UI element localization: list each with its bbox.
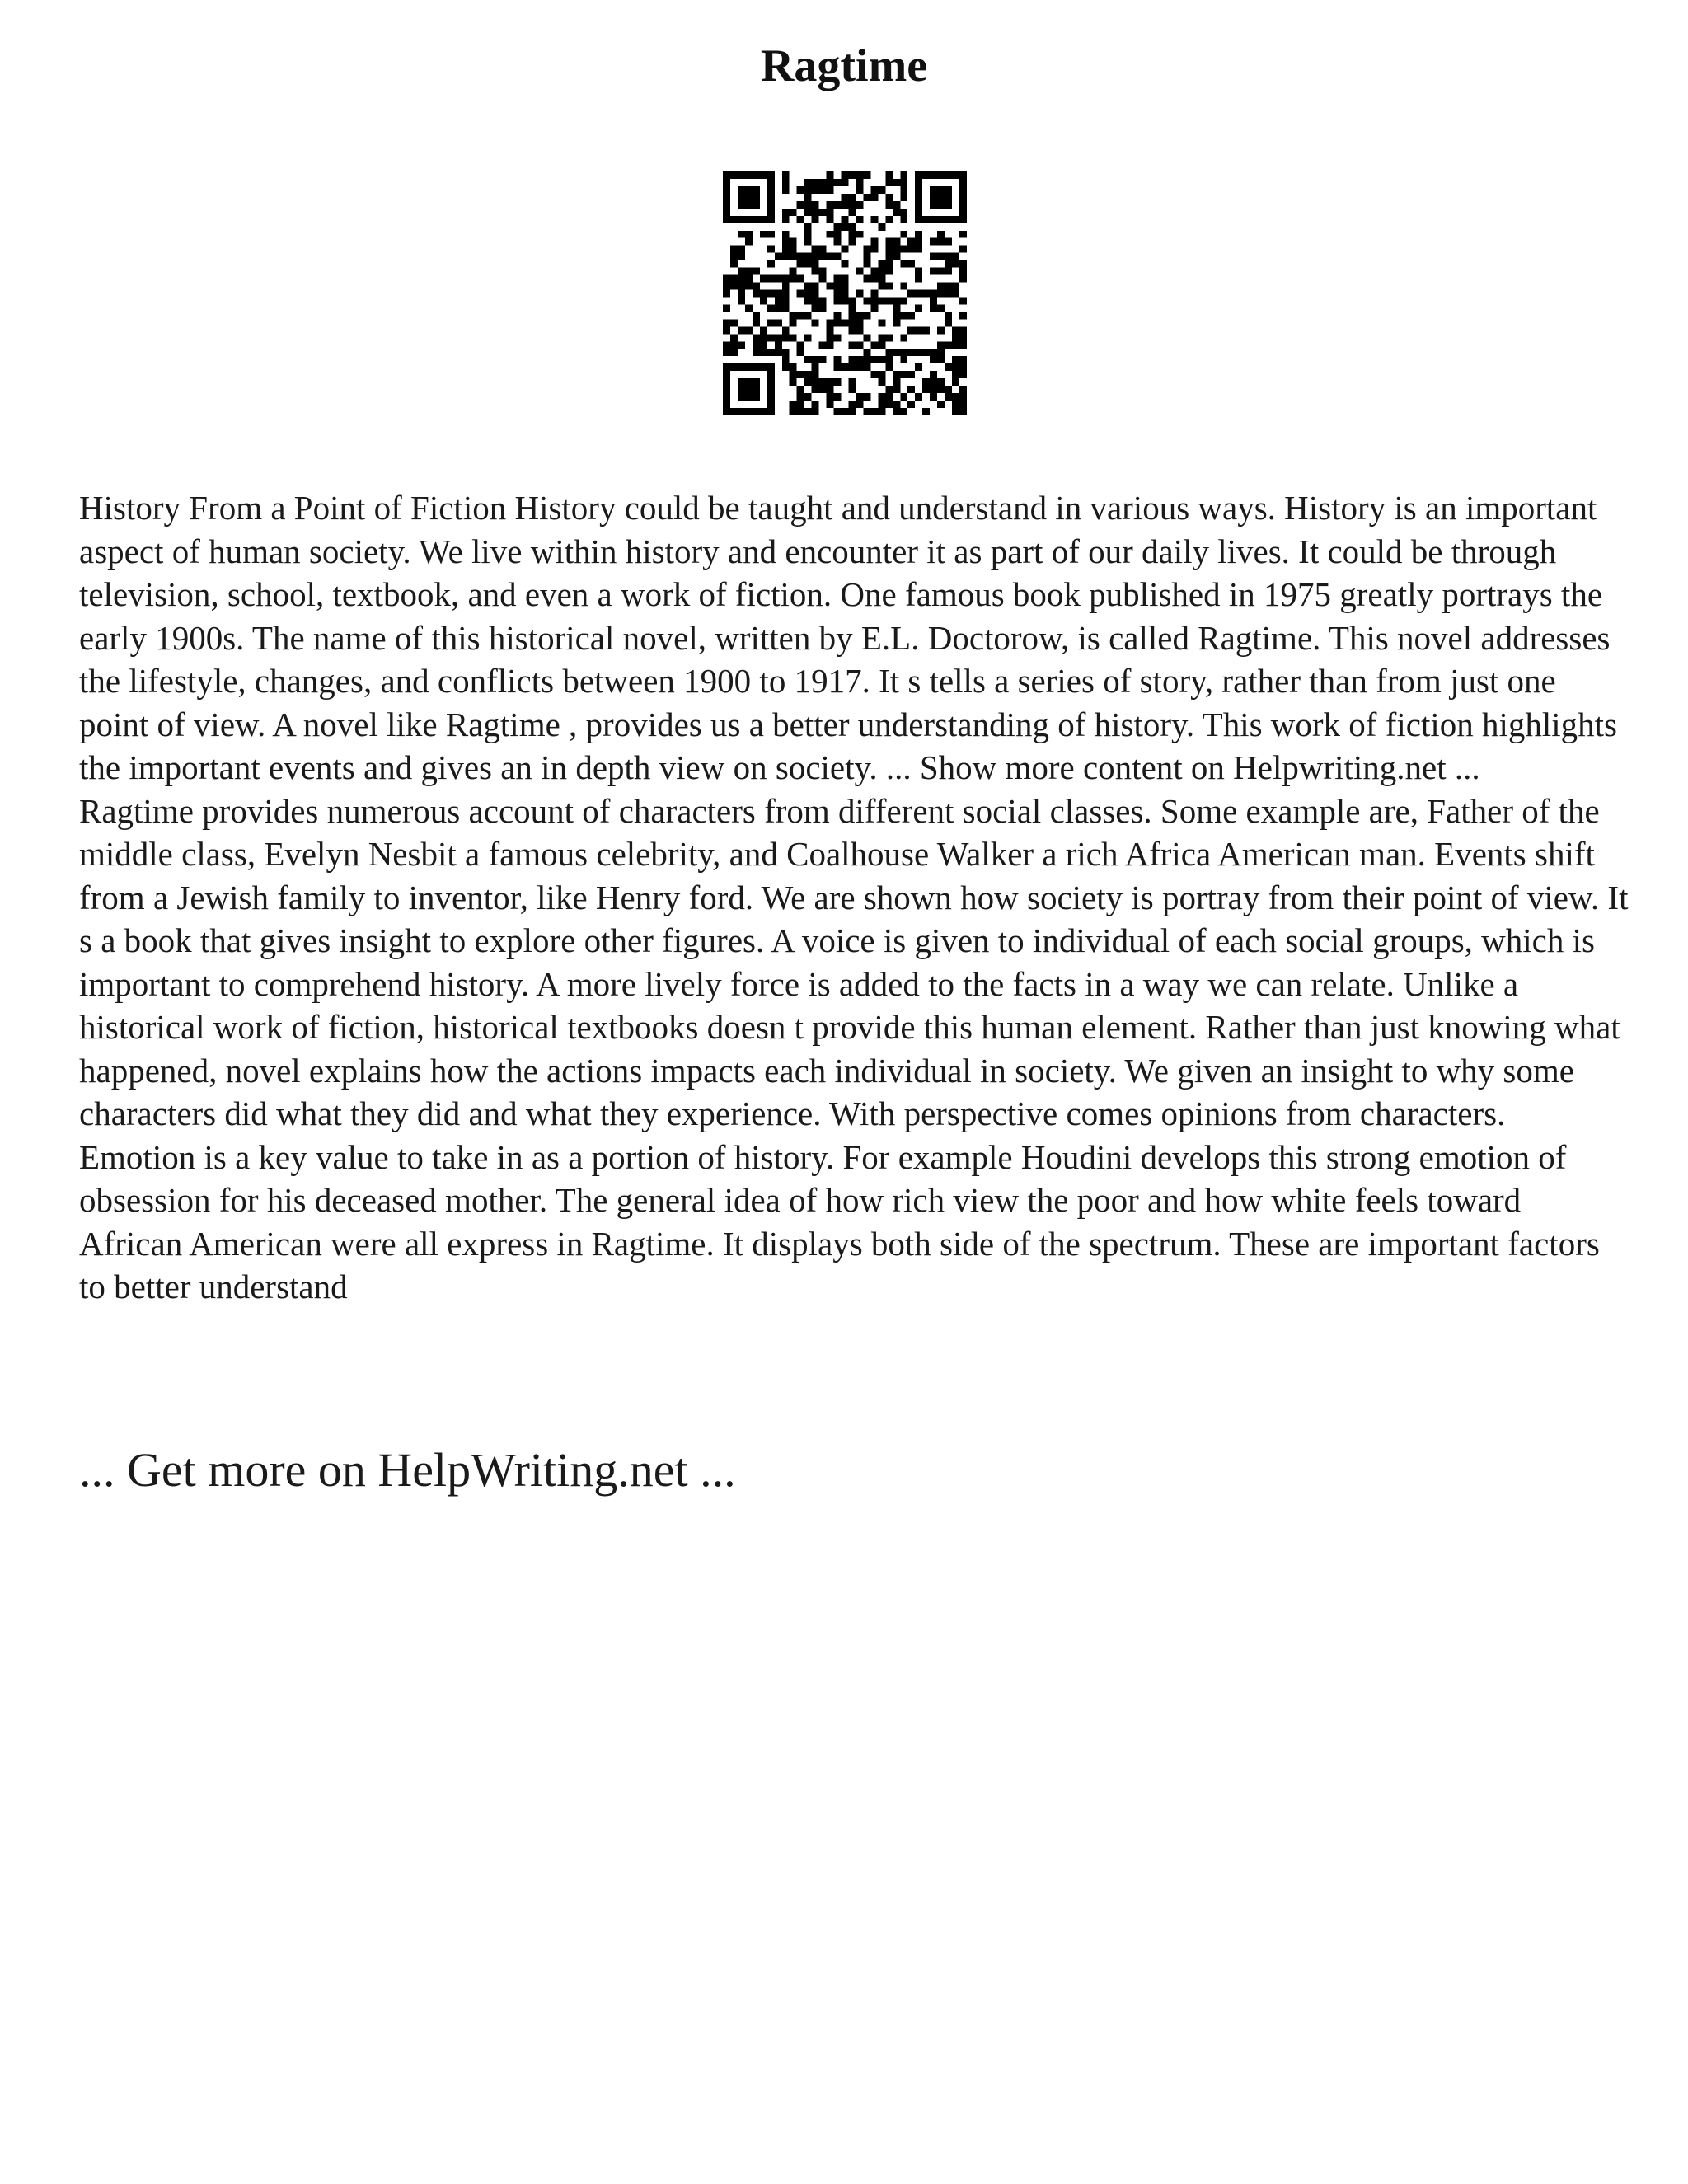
- get-more-link[interactable]: ... Get more on HelpWriting.net ...: [79, 1443, 736, 1497]
- page-title: Ragtime: [760, 40, 928, 91]
- qr-code-icon: [723, 171, 967, 415]
- paragraph-characters: Ragtime provides numerous account of characters from different social classes. Some example are, Father of the middle class, Evelyn Nesbit a famous celebrity, and Coalhouse Walker a rich Africa American man. Events shift from a Jewish family to inventor, like Henry ford. We are shown how society is portray from their point of view. It s a book that gives insight to explore other figures. A voice is given to individual of each social groups, which is important to comprehend history. A more lively force is added to the facts in a way we can relate. Unlike a historical work of fiction, historical textbooks doesn t provide this human element. Rather than just knowing what happened, novel explains how the actions impacts each individual in society. We given an insight to why some characters did what they did and what they experience. With perspective comes opinions from characters. Emotion is a key value to take in as a portion of history. For example Houdini develops this strong emotion of obsession for his deceased mother. The general idea of how rich view the poor and how white feels toward African American were all express in Ragtime. It displays both side of the spectrum. These are important factors to better understand: [79, 791, 1629, 1305]
- article-body: [79, 486, 1629, 1309]
- paragraph-intro: History From a Point of Fiction History could be taught and understand in various ways. History is an important aspect of human society. We live within history and encounter it as part of our daily lives. It could be through television, school, textbook, and even a work of fiction. One famous book published in 1975 greatly portrays the early 1900s. The name of this historical novel, written by E.L. Doctorow, is called Ragtime. This novel addresses the lifestyle, changes, and conflicts between 1900 to 1917. It s tells a series of story, rather than from just one point of view. A novel like Ragtime , provides us a better understanding of history. This work of fiction highlights the important events and gives an in depth view on society. ... Show more content on Helpwriting.net ...: [79, 489, 1618, 786]
